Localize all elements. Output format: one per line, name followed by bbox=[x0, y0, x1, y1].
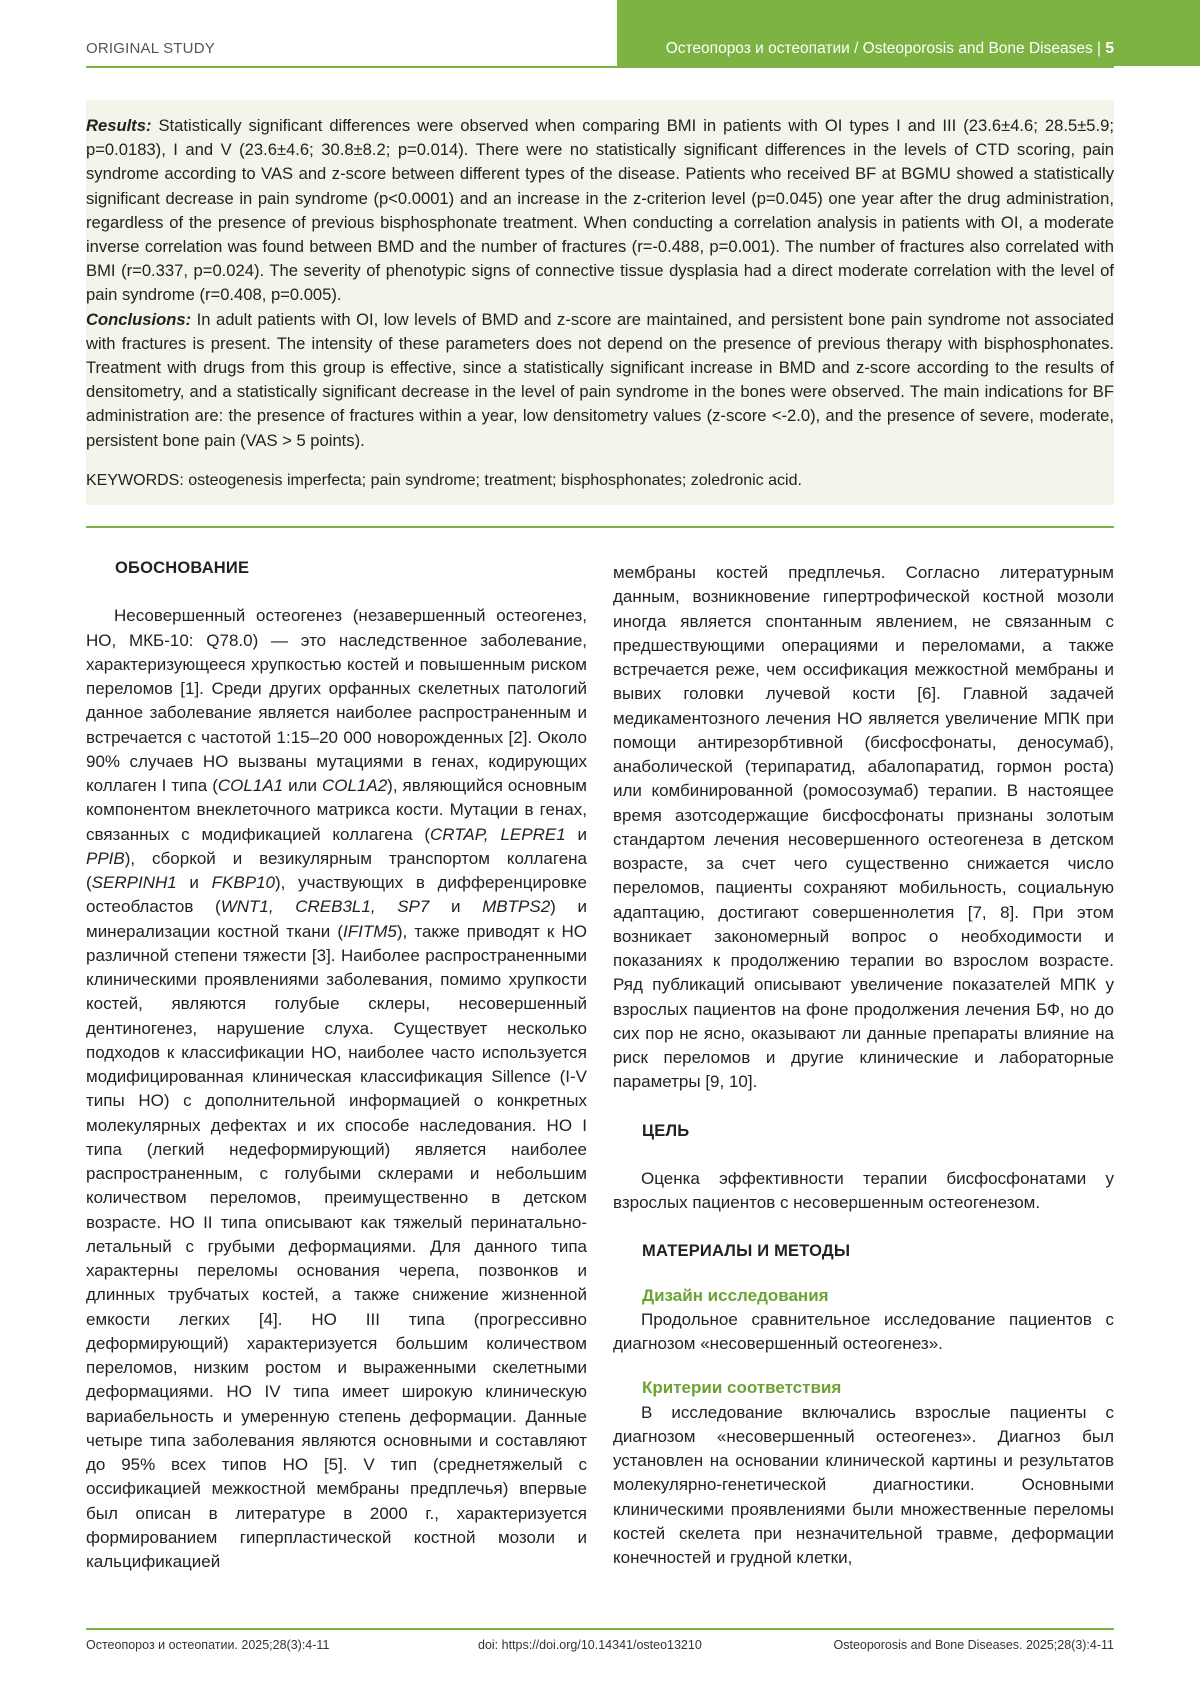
text-run: или bbox=[283, 776, 322, 795]
gene-name: CRTAP, LEPRE1 bbox=[430, 824, 566, 844]
section-heading-aim: ЦЕЛЬ bbox=[642, 1121, 690, 1140]
footer-rule bbox=[86, 1628, 1114, 1630]
paragraph-aim: Оценка эффективности терапии бисфосфонатами у взрослых пациентов с несовершенным остеогенезом. bbox=[613, 1168, 1114, 1212]
journal-title: Остеопороз и остеопатии / Osteoporosis and Bone Diseases | bbox=[665, 40, 1102, 57]
section-heading-rationale: ОБОСНОВАНИЕ bbox=[115, 559, 250, 577]
abstract-conclusions bbox=[86, 308, 1114, 453]
journal-running-head bbox=[666, 40, 1114, 58]
footer-citation-en: Osteoporosis and Bone Diseases. 2025;28(3):4-11 bbox=[833, 1638, 1114, 1652]
paragraph-rationale bbox=[86, 604, 587, 1574]
paragraph-criteria: В исследование включались взрослые пациенты с диагнозом «несовершенный остеогенез». Диагноз был установлен на основании клинической картины и результатов молекулярно-генетической диагностики. Основными клиническими проявлениями были множественные переломы костей скелета при незначительной травме, деформации конечностей и грудной клетки, bbox=[613, 1402, 1114, 1567]
text-run: ), участвующих в дифференцировке остеобластов ( bbox=[86, 873, 587, 917]
conclusions-label: Conclusions: bbox=[86, 309, 192, 329]
gene-name: WNT1, CREB3L1, SP7 bbox=[220, 897, 430, 917]
subheading-design: Дизайн исследования bbox=[642, 1285, 829, 1305]
text-run: Несовершенный остеогенез (незавершенный остеогенез, НО, МКБ-10: Q78.0) — это наследственное заболевание, характеризующееся хрупкостью костей и повышенным риском переломов [1]. Среди других орфанных скелетных патологий данное заболевание является наиболее распространенным и встречается с частотой 1:15–20 000 новорожденных [2]. Около 90% случаев НО вызваны мутациями в генах, кодирующих коллаген I типа ( bbox=[86, 606, 587, 795]
gene-name: PPIB bbox=[86, 848, 125, 868]
paragraph-design: Продольное сравнительное исследование пациентов с диагнозом «несовершенный остеогенез». bbox=[613, 1309, 1114, 1353]
footer-citation-ru: Остеопороз и остеопатии. 2025;28(3):4-11 bbox=[86, 1638, 330, 1652]
gene-name: SERPINH1 bbox=[91, 873, 177, 892]
conclusions-text: In adult patients with OI, low levels of BMD and z-score are maintained, and persistent bone pain syndrome not associated with fractures is present. The intensity of these parameters does not depend on the presence of previous therapy with bisphosphonates. Treatment with drugs from this group is effective, since a statistically significant increase in BMD and z-score according to the results of densitometry, and a statistically significant decrease in the level of pain syndrome in the bones were observed. The main indications for BF administration are: the presence of fractures within a year, low densitometry values (z-score <-2.0), and the presence of severe, moderate, persistent bone pain (VAS > 5 points). bbox=[86, 309, 1114, 450]
gene-name: IFITM5 bbox=[343, 921, 397, 941]
header-rule bbox=[86, 66, 1114, 68]
footer-doi[interactable]: doi: https://doi.org/10.14341/osteo13210 bbox=[478, 1638, 702, 1652]
abstract-keywords bbox=[86, 469, 1114, 493]
paragraph-continued: мембраны костей предплечья. Согласно литературным данным, возникновение гипертрофической костной мозоли иногда является спонтанным явлением, не связанным с предшествующими операциями и переломами, а также встречается реже, чем оссификация межкостной мембраны и вывих головки лучевой кости [6]. Главной задачей медикаментозного лечения НО является увеличение МПК при помощи антирезорбтивной (бисфосфонаты, деносумаб), анаболической (терипаратид, абалопаратид, гормон роста) или комбинированной (ромосозумаб) терапии. В настоящее время азотсодержащие бисфосфонаты признаны золотым стандартом лечения несовершенного остеогенеза в детском возрасте, за счет чего существенно снижается число переломов, пациенты сохраняют мобильность, социальную адаптацию, достигают совершеннолетия [7, 8]. При этом возникает закономерный вопрос о необходимости и показаниях к продолжению терапии во взрослом возрасте. Ряд публикаций описывают увеличение показателей МПК у взрослых пациентов на фоне продолжения лечения БФ, но до сих пор не ясно, оказывают ли данные препараты влияние на риск переломов и другие клинические и лабораторные параметры [9, 10]. bbox=[613, 563, 1114, 1092]
subheading-criteria: Критерии соответствия bbox=[642, 1378, 842, 1398]
page-number: 5 bbox=[1105, 40, 1114, 57]
text-run: ), сборкой и везикулярным транспортом коллагена ( bbox=[86, 848, 587, 892]
gene-name: COL1A1 bbox=[217, 776, 284, 795]
results-text: Statistically significant differences were observed when comparing BMI in patients with OI types I and III (23.6±4.6; 28.5±5.9; p=0.0183), I and V (23.6±4.6; 30.8±8.2; p=0.014). There were no statistically significant differences in the levels of CTD scoring, pain syndrome according to VAS and z-score between different types of the disease. Patients who received BF at BGMU showed a statistically significant decrease in pain syndrome (p<0.0001) and an increase in the z-criterion level (p=0.045) one year after the drug administration, regardless of the presence of previous bisphosphonate treatment. When conducting a correlation analysis in patients with OI, a moderate inverse correlation was found between BMD and the number of fractures (r=-0.488, p=0.001). The number of fractures also correlated with BMI (r=0.337, p=0.024). The severity of phenotypic signs of connective tissue dysplasia had a direct moderate correlation with the level of pain syndrome (r=0.408, p=0.005). bbox=[86, 116, 1114, 305]
keywords-text: osteogenesis imperfecta; pain syndrome; treatment; bisphosphonates; zoledronic acid. bbox=[183, 471, 802, 489]
gene-name: MBTPS2 bbox=[482, 897, 551, 917]
keywords-label: KEYWORDS: bbox=[86, 471, 184, 489]
abstract-results bbox=[86, 114, 1114, 308]
right-column bbox=[613, 561, 1114, 1570]
text-run: и bbox=[429, 897, 483, 917]
text-run: и bbox=[176, 873, 212, 892]
section-label: ORIGINAL STUDY bbox=[86, 40, 215, 57]
abstract-box bbox=[86, 100, 1114, 505]
text-run: ), также приводят к НО различной степени тяжести [3]. Наиболее распространенными клиническими проявлениями заболевания, помимо хрупкости костей, являются голубые склеры, несовершенный дентиногенез, нарушение слуха. Существует несколько подходов к классификации НО, наиболее часто используется модифицированная клиническая классификация Sillence (I-V типы НО) с дополнительной информацией о конкретных молекулярных дефектах и их способе наследования. НО I типа (легкий недеформирующий) является наиболее распространенным, с голубыми склерами и небольшим количеством переломов, преимущественно в детском возрасте. НО II типа описывают как тяжелый перинатально-летальный с грубыми деформациями. Для данного типа характерны переломы основания черепа, позвонков и длинных трубчатых костей, а также снижение жизненной емкости легких [4]. НО III типа (прогрессивно деформирующий) характеризуется большим количеством переломов, низким ростом и выраженными скелетными деформациями. НО IV типа имеет широкую клиническую вариабельность и умеренную степень деформации. Данные четыре типа заболевания являются основными и составляют до 95% всех типов НО [5]. V тип (среднетяжелый с оссификацией межкостной мембраны предплечья) впервые был описан в литературе в 2000 г., характеризуется формированием гиперпластической костной мозоли и кальцификацией bbox=[86, 921, 587, 1571]
results-label: Results: bbox=[86, 116, 152, 135]
abstract-rule bbox=[86, 526, 1114, 528]
gene-name: FKBP10 bbox=[211, 873, 275, 892]
section-heading-methods: МАТЕРИАЛЫ И МЕТОДЫ bbox=[642, 1242, 851, 1261]
left-column bbox=[86, 556, 587, 1574]
text-run: ) и минерализации костной ткани ( bbox=[86, 897, 587, 941]
gene-name: COL1A2 bbox=[321, 776, 388, 795]
text-run: ), являющийся основным компонентом внеклеточного матрикса кости. Мутации в генах, связанных с модификацией коллагена ( bbox=[86, 776, 587, 844]
text-run: и bbox=[565, 824, 587, 844]
